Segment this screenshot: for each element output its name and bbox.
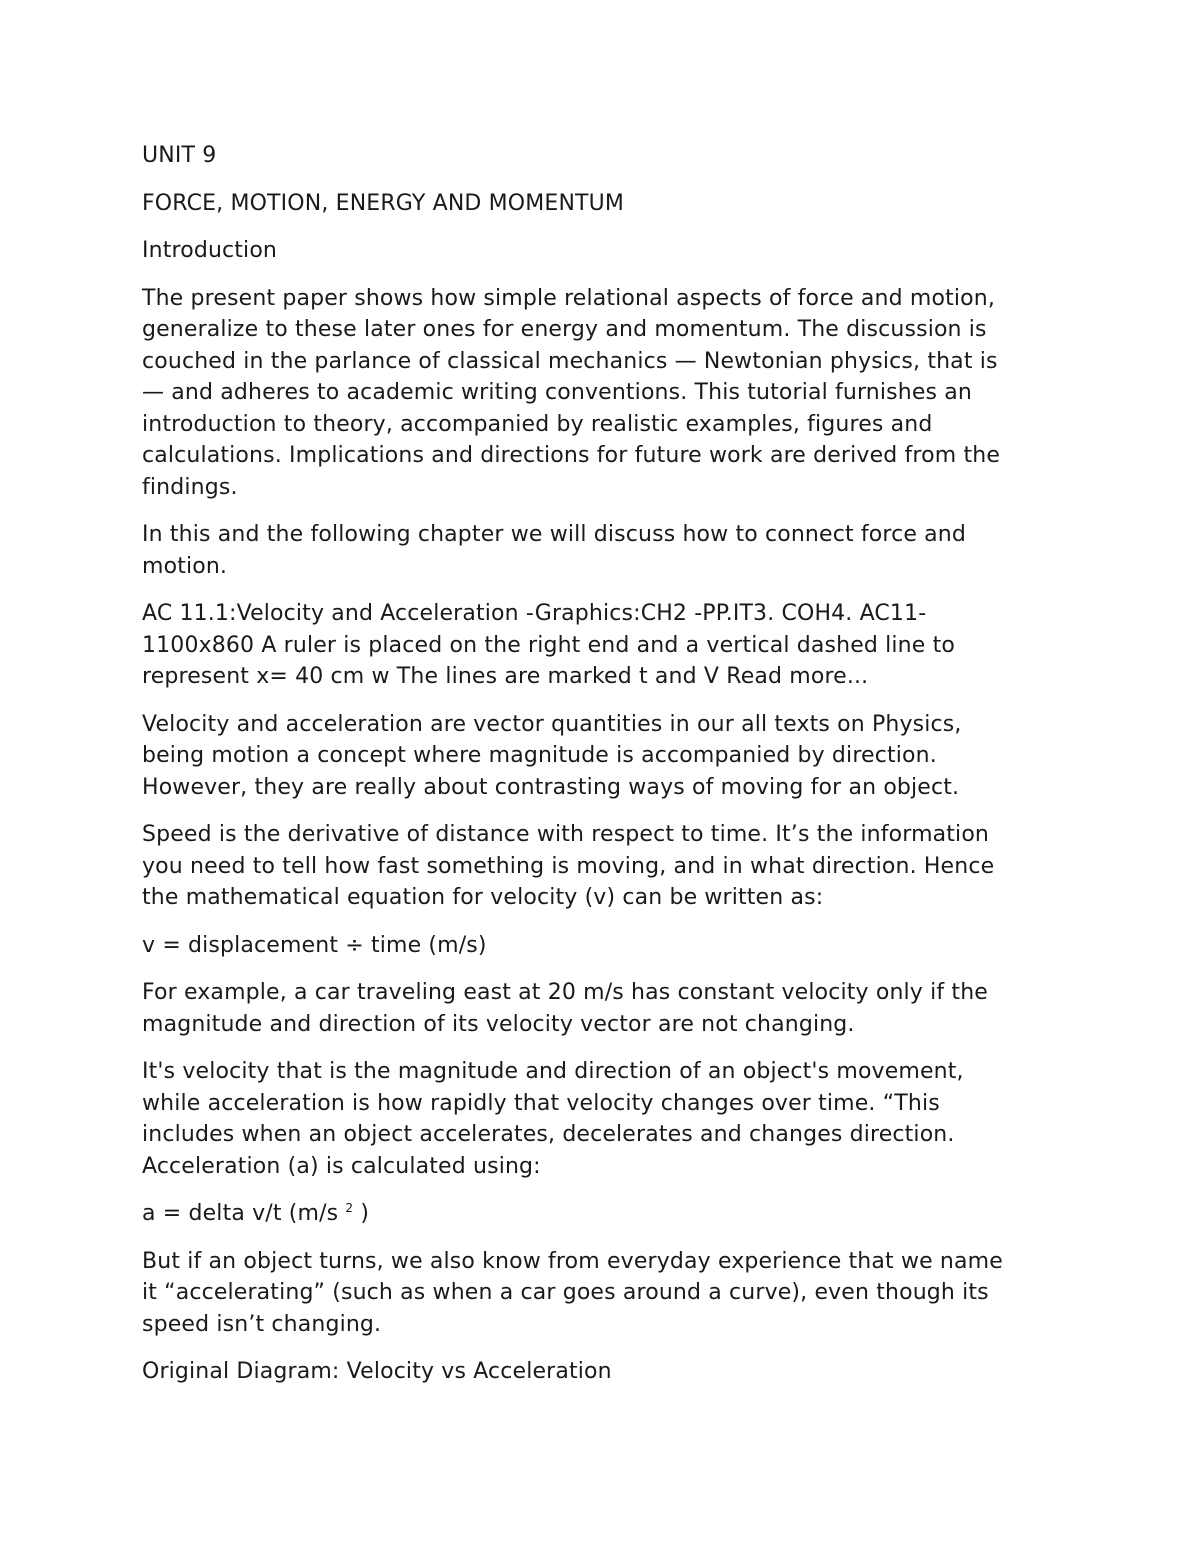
diagram-heading: Original Diagram: Velocity vs Acceleration [142, 1359, 612, 1384]
text-line: For example, a car traveling east at 20 m/s has constant velocity only if the [142, 980, 988, 1005]
text-line: findings. [142, 474, 238, 500]
introduction-heading: Introduction [142, 238, 278, 263]
text-line: speed isn’t changing. [142, 1311, 382, 1337]
text-line: In this and the following chapter we will discuss how to connect force and [142, 522, 967, 547]
paragraph-car-example [142, 977, 1072, 1040]
text-line: Velocity and acceleration are vector quantities in our all texts on Physics, [142, 711, 962, 737]
unit-number: UNIT 9 [142, 143, 217, 168]
paragraph-vector-quantities [142, 709, 1072, 804]
text-line: being motion a concept where magnitude is accompanied by direction. [142, 743, 937, 768]
paragraph-speed [142, 819, 1072, 914]
text-line: introduction to theory, accompanied by realistic examples, figures and [142, 411, 933, 437]
text-line: motion. [142, 553, 228, 579]
text-line: Acceleration (a) is calculated using: [142, 1153, 541, 1179]
paragraph-turning-object [142, 1246, 1072, 1341]
text-line: couched in the parlance of classical mechanics — Newtonian physics, that is [142, 348, 998, 374]
text-line: you need to tell how fast something is moving, and in what direction. Hence [142, 853, 995, 879]
paragraph-acceleration [142, 1056, 1072, 1182]
text-line: calculations. Implications and directions for future work are derived from the [142, 443, 1001, 468]
text-line: it “accelerating” (such as when a car goes around a curve), even though its [142, 1280, 989, 1305]
text-line: magnitude and direction of its velocity vector are not changing. [142, 1011, 855, 1037]
acceleration-equation: a = delta v/t (m/s $^2$ ) [142, 1201, 370, 1226]
text-line: It's velocity that is the magnitude and direction of an object's movement, [142, 1059, 964, 1084]
text-line: includes when an object accelerates, decelerates and changes direction. [142, 1122, 955, 1147]
text-line: 1100x860 A ruler is placed on the right end and a vertical dashed line to [142, 632, 955, 658]
paragraph-chapter-intro [142, 519, 1072, 582]
text-line: However, they are really about contrasting ways of moving for an object. [142, 774, 960, 800]
text-line: generalize to these later ones for energy and momentum. The discussion is [142, 317, 987, 342]
document-page [142, 140, 1072, 1404]
text-line: AC 11.1:Velocity and Acceleration -Graphics:CH2 -PP.IT3. COH4. AC11- [142, 601, 927, 626]
text-line: But if an object turns, we also know from everyday experience that we name [142, 1248, 1003, 1274]
text-line: the mathematical equation for velocity (v) can be written as: [142, 885, 824, 910]
text-line: represent x= 40 cm w The lines are marked t and V Read more... [142, 664, 869, 689]
paragraph-overview [142, 283, 1072, 504]
text-line: while acceleration is how rapidly that velocity changes over time. “This [142, 1090, 940, 1116]
text-line: The present paper shows how simple relational aspects of force and motion, [142, 285, 995, 311]
exponent: 2 [345, 1201, 354, 1215]
text-line: Speed is the derivative of distance with respect to time. It’s the information [142, 822, 990, 847]
text-line: — and adheres to academic writing conventions. This tutorial furnishes an [142, 380, 973, 405]
unit-title: FORCE, MOTION, ENERGY AND MOMENTUM [142, 190, 625, 216]
velocity-equation: v = displacement ÷ time (m/s) [142, 932, 487, 958]
paragraph-figure-reference [142, 598, 1072, 693]
